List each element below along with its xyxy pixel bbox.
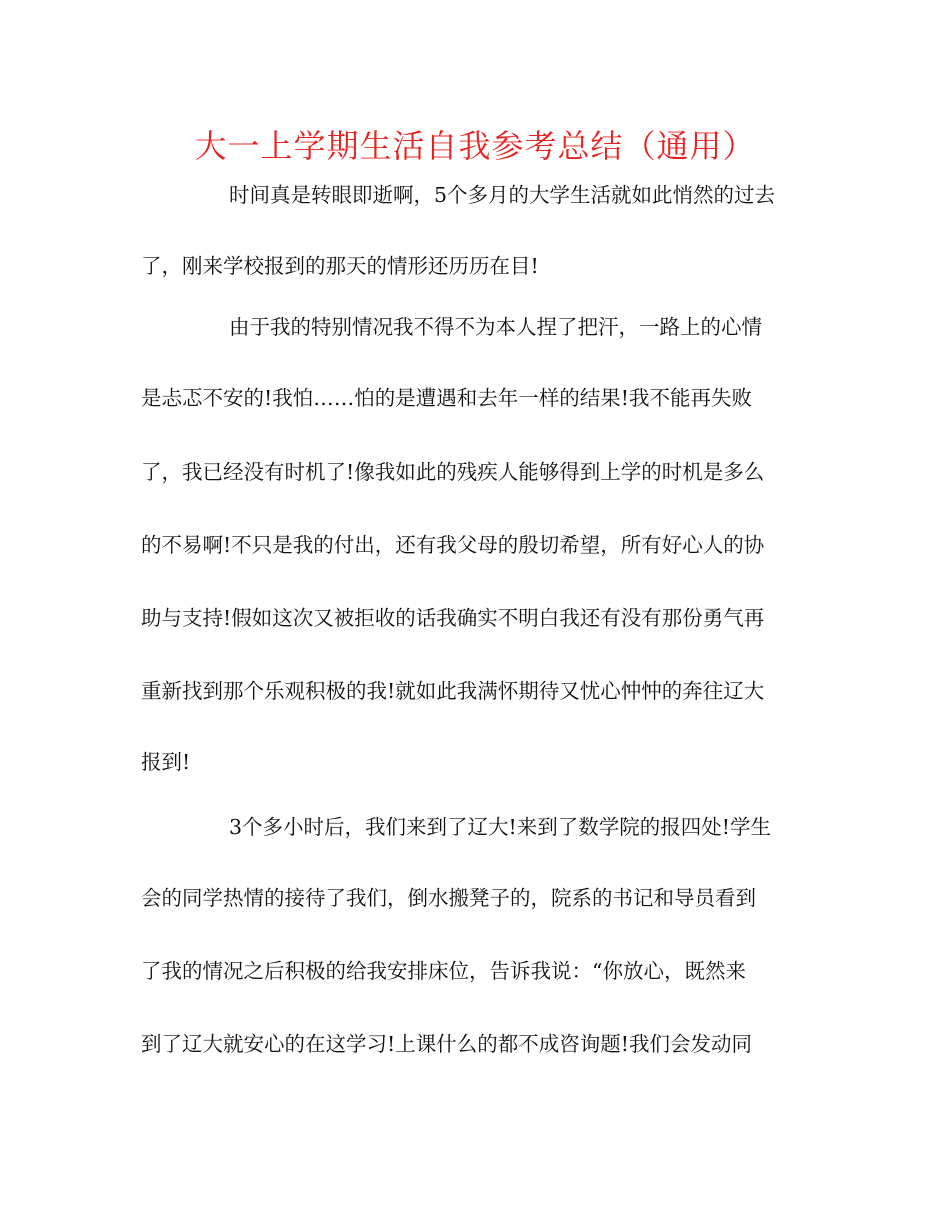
paragraph-line: 3个多小时后，我们来到了辽大!来到了数学院的报四处!学生 [229, 815, 772, 839]
paragraph-line: 的不易啊!不只是我的付出，还有我父母的殷切希望，所有好心人的协 [141, 533, 765, 557]
paragraph-line: 到了辽大就安心的在这学习!上课什么的都不成咨询题!我们会发动同 [141, 1032, 752, 1056]
paragraph-line: 了，我已经没有时机了!像我如此的残疾人能够得到上学的时机是多么 [141, 460, 765, 484]
paragraph-line: 报到! [141, 750, 191, 774]
paragraph-line: 会的同学热情的接待了我们，倒水搬凳子的，院系的书记和导员看到 [141, 886, 756, 910]
paragraph-line: 了我的情况之后积极的给我安排床位，告诉我说：“你放心，既然来 [141, 959, 746, 983]
paragraph-line: 由于我的特别情况我不得不为本人捏了把汗，一路上的心情 [229, 315, 762, 339]
paragraph-line: 是忐忑不安的!我怕……怕的是遭遇和去年一样的结果!我不能再失败 [141, 386, 752, 410]
paragraph-line: 重新找到那个乐观积极的我!就如此我满怀期待又忧心忡忡的奔往辽大 [141, 679, 765, 703]
document-title: 大一上学期生活自我参考总结（通用） [194, 127, 756, 165]
paragraph-line: 时间真是转眼即逝啊，5个多月的大学生活就如此悄然的过去 [229, 183, 776, 207]
paragraph-line: 助与支持!假如这次又被拒收的话我确实不明白我还有没有那份勇气再 [141, 606, 765, 630]
paragraph-line: 了，刚来学校报到的那天的情形还历历在目! [141, 254, 539, 278]
